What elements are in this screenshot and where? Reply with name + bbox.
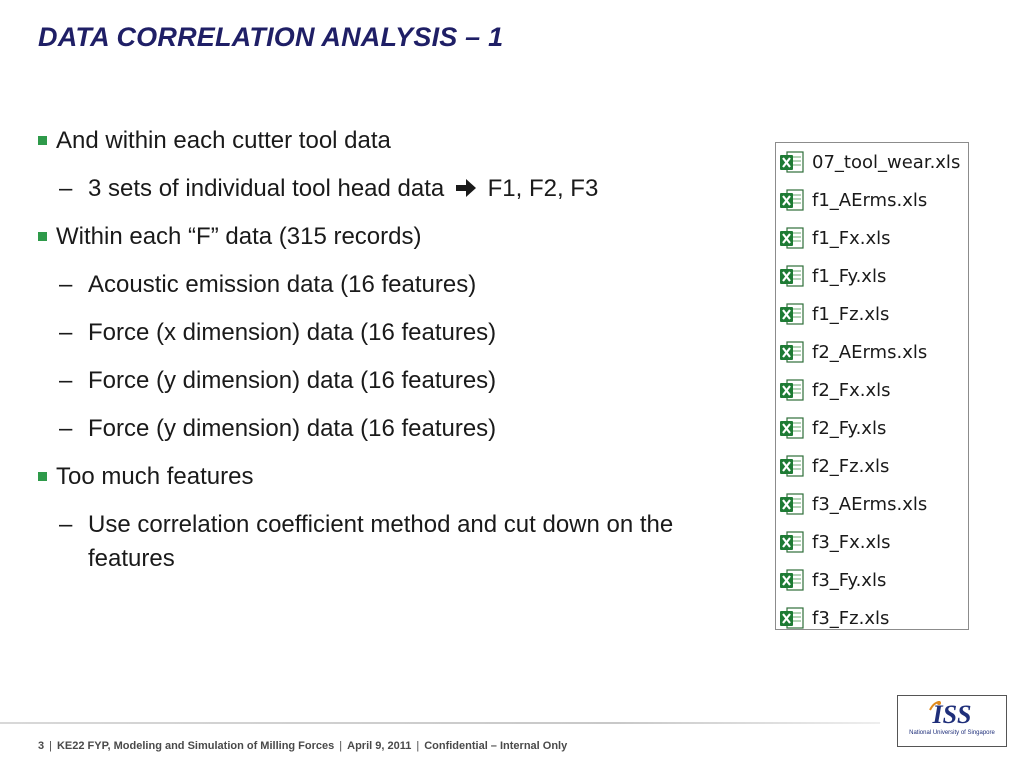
- file-name: f2_Fz.xls: [812, 455, 890, 477]
- excel-file-icon: [779, 301, 805, 327]
- slide-title: DATA CORRELATION ANALYSIS – 1: [38, 22, 504, 52]
- file-name: f2_AErms.xls: [812, 341, 928, 363]
- file-name: f2_Fx.xls: [812, 379, 891, 401]
- bullet-text: Force (y dimension) data (16 features): [88, 415, 497, 442]
- file-item[interactable]: [776, 337, 968, 367]
- sub-bullet-item: [38, 412, 748, 446]
- bullet-square-icon: [38, 136, 47, 145]
- bullet-list: [38, 124, 748, 590]
- file-name: f1_AErms.xls: [812, 189, 928, 211]
- file-item[interactable]: [776, 603, 968, 633]
- sub-bullet-item: [38, 508, 748, 576]
- bullet-text: Force (x dimension) data (16 features): [88, 319, 497, 346]
- bullet-item: [38, 460, 748, 494]
- bullet-text: Use correlation coefficient method and cut down on the features: [88, 511, 674, 572]
- file-item[interactable]: [776, 185, 968, 215]
- excel-file-icon: [779, 415, 805, 441]
- iss-logo: [897, 695, 1007, 747]
- footer-course: KE22 FYP, Modeling and Simulation of Milling Forces: [56, 740, 335, 752]
- bullet-text: Acoustic emission data (16 features): [88, 271, 477, 298]
- right-arrow-icon: [455, 178, 477, 198]
- dash-marker: –: [59, 511, 73, 538]
- dash-marker: –: [59, 175, 73, 202]
- file-name: f3_Fy.xls: [812, 569, 887, 591]
- file-item[interactable]: [776, 489, 968, 519]
- file-list-panel: [775, 142, 969, 630]
- file-item[interactable]: [776, 147, 968, 177]
- excel-file-icon: [779, 453, 805, 479]
- bullet-square-icon: [38, 472, 47, 481]
- file-name: f1_Fx.xls: [812, 227, 891, 249]
- page-number: 3: [38, 740, 45, 752]
- file-name: 07_tool_wear.xls: [812, 151, 961, 173]
- dash-marker: –: [59, 415, 73, 442]
- file-item[interactable]: [776, 261, 968, 291]
- footer-classification: Confidential – Internal Only: [424, 740, 568, 752]
- bullet-text-tail: F1, F2, F3: [487, 175, 599, 202]
- sub-bullet-item: [38, 172, 748, 206]
- excel-file-icon: [779, 339, 805, 365]
- footer-divider: [0, 722, 880, 724]
- excel-file-icon: [779, 567, 805, 593]
- dash-marker: –: [59, 271, 73, 298]
- logo-name: ISS: [932, 700, 972, 729]
- file-name: f3_Fx.xls: [812, 531, 891, 553]
- bullet-item: [38, 124, 748, 158]
- file-name: f1_Fz.xls: [812, 303, 890, 325]
- excel-file-icon: [779, 529, 805, 555]
- dash-marker: –: [59, 367, 73, 394]
- footer: 3 | KE22 FYP, Modeling and Simulation of Milling Forces | April 9, 2011 | Confidential – Internal Only: [38, 740, 568, 752]
- footer-date: April 9, 2011: [347, 740, 412, 752]
- file-item[interactable]: [776, 451, 968, 481]
- dash-marker: –: [59, 319, 73, 346]
- excel-file-icon: [779, 187, 805, 213]
- bullet-text: Within each “F” data (315 records): [56, 223, 422, 250]
- file-name: f3_AErms.xls: [812, 493, 928, 515]
- excel-file-icon: [779, 491, 805, 517]
- bullet-text: Too much features: [56, 463, 254, 490]
- file-item[interactable]: [776, 413, 968, 443]
- excel-file-icon: [779, 377, 805, 403]
- file-item[interactable]: [776, 527, 968, 557]
- logo-subtitle: National University of Singapore: [909, 730, 995, 736]
- sub-bullet-item: [38, 268, 748, 302]
- bullet-square-icon: [38, 232, 47, 241]
- file-item[interactable]: [776, 299, 968, 329]
- file-name: f1_Fy.xls: [812, 265, 887, 287]
- file-name: f3_Fz.xls: [812, 607, 890, 629]
- excel-file-icon: [779, 225, 805, 251]
- excel-file-icon: [779, 605, 805, 631]
- sub-bullet-item: [38, 364, 748, 398]
- file-item[interactable]: [776, 565, 968, 595]
- bullet-text: And within each cutter tool data: [56, 127, 391, 154]
- file-item[interactable]: [776, 223, 968, 253]
- file-item[interactable]: [776, 375, 968, 405]
- excel-file-icon: [779, 263, 805, 289]
- file-name: f2_Fy.xls: [812, 417, 887, 439]
- bullet-text: 3 sets of individual tool head data: [88, 175, 445, 202]
- bullet-text: Force (y dimension) data (16 features): [88, 367, 497, 394]
- bullet-item: [38, 220, 748, 254]
- excel-file-icon: [779, 149, 805, 175]
- sub-bullet-item: [38, 316, 748, 350]
